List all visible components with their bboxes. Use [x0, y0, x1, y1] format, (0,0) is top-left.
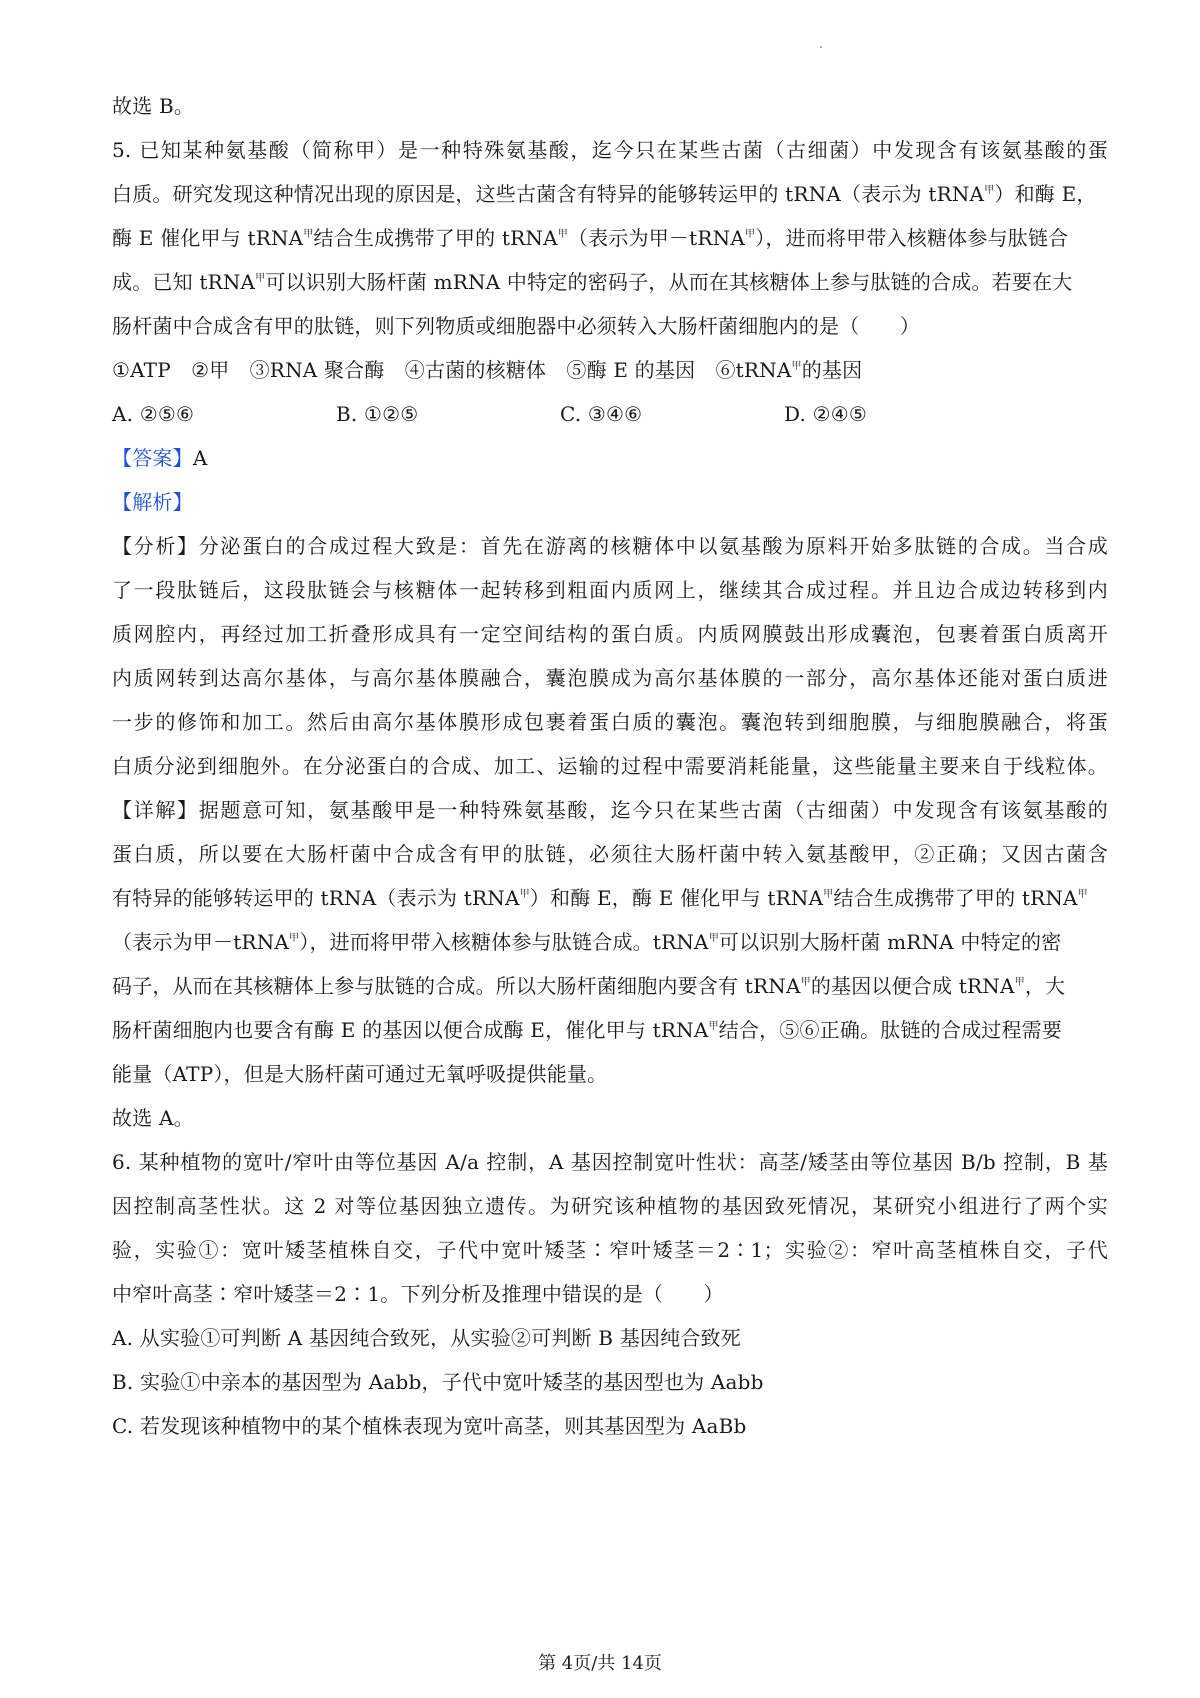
- question-6-option-b: B. 实验①中亲本的基因型为 Aabb，子代中宽叶矮茎的基因型也为 Aabb: [112, 1370, 764, 1394]
- detail-line: 蛋白质，所以要在大肠杆菌中合成含有甲的肽链，必须往大肠杆菌中转入氨基酸甲，②正确；又因古菌含: [112, 842, 1108, 866]
- page-footer: 第 4页/共 14页: [538, 1653, 662, 1674]
- answer-value: A: [192, 446, 208, 470]
- detail-line: 有特异的能够转运甲的 tRNA（表示为 tRNA$^甲$）和酶 E，酶 E 催化甲与 tRNA$^甲$结合生成携带了甲的 tRNA$^甲$: [112, 886, 1088, 910]
- question-6-line: 中窄叶高茎∶窄叶矮茎＝2∶1。下列分析及推理中错误的是（ ）: [112, 1282, 724, 1306]
- analysis-line: 了一段肽链后，这段肽链会与核糖体一起转移到粗面内质网上，继续其合成过程。并且边合成边转移到内: [112, 578, 1108, 602]
- question-5-options: [112, 400, 1108, 428]
- question-6-option-a: A. 从实验①可判断 A 基因纯合致死，从实验②可判断 B 基因纯合致死: [112, 1326, 741, 1350]
- analysis-line: 白质分泌到细胞外。在分泌蛋白的合成、加工、运输的过程中需要消耗能量，这些能量主要来自于线粒体。: [112, 754, 1108, 778]
- option-a: A. ②⑤⑥: [112, 402, 195, 426]
- question-5-line: 肠杆菌中合成含有甲的肽链，则下列物质或细胞器中必须转入大肠杆菌细胞内的是（ ）: [112, 314, 920, 338]
- detail-line: （表示为甲－tRNA$^甲$），进而将甲带入核糖体参与肽链合成。tRNA$^甲$可以识别大肠杆菌 mRNA 中特定的密: [112, 930, 1062, 954]
- option-d: D. ②④⑤: [784, 402, 868, 426]
- question-5-line: 成。已知 tRNA$^甲$可以识别大肠杆菌 mRNA 中特定的密码子，从而在其核糖体上参与肽链的合成。若要在大: [112, 270, 1073, 294]
- analysis-line: 内质网转到达高尔基体，与高尔基体膜融合，囊泡膜成为高尔基体膜的一部分，高尔基体还能对蛋白质进: [112, 666, 1108, 690]
- detail-line: 肠杆菌细胞内也要含有酶 E 的基因以便合成酶 E，催化甲与 tRNA$^甲$结合，⑤⑥正确。肽链的合成过程需要: [112, 1018, 1063, 1042]
- question-6-option-c: C. 若发现该种植物中的某个植株表现为宽叶高茎，则其基因型为 AaBb: [112, 1414, 747, 1438]
- scan-dot: [820, 46, 822, 48]
- analysis-heading: 【解析】: [112, 490, 193, 514]
- text-line: 故选 A。: [112, 1106, 194, 1130]
- detail-line: 能量（ATP），但是大肠杆菌可通过无氧呼吸提供能量。: [112, 1062, 608, 1086]
- option-b: B. ①②⑤: [336, 402, 419, 426]
- question-5-line: 5. 已知某种氨基酸（简称甲）是一种特殊氨基酸，迄今只在某些古菌（古细菌）中发现含有该氨基酸的蛋: [112, 138, 1108, 162]
- question-5-line: 白质。研究发现这种情况出现的原因是，这些古菌含有特异的能够转运甲的 tRNA（表示为 tRNA$^甲$）和酶 E，: [112, 182, 1097, 206]
- option-c: C. ③④⑥: [560, 402, 643, 426]
- answer-line: [112, 444, 1108, 472]
- question-6-line: 6. 某种植物的宽叶/窄叶由等位基因 A/a 控制，A 基因控制宽叶性状：高茎/矮茎由等位基因 B/b 控制，B 基: [112, 1150, 1108, 1174]
- detail-line: 【详解】据题意可知，氨基酸甲是一种特殊氨基酸，迄今只在某些古菌（古细菌）中发现含有该氨基酸的: [112, 798, 1108, 822]
- question-6-line: 验，实验①：宽叶矮茎植株自交，子代中宽叶矮茎∶窄叶矮茎＝2∶1；实验②：窄叶高茎植株自交，子代: [112, 1238, 1108, 1262]
- answer-tag: 【答案】: [112, 446, 193, 470]
- analysis-line: 一步的修饰和加工。然后由高尔基体膜形成包裹着蛋白质的囊泡。囊泡转到细胞膜，与细胞膜融合，将蛋: [112, 710, 1108, 734]
- text-line: 故选 B。: [112, 94, 195, 118]
- analysis-line: 【分析】分泌蛋白的合成过程大致是：首先在游离的核糖体中以氨基酸为原料开始多肽链的合成。当合成: [112, 534, 1108, 558]
- detail-line: 码子，从而在其核糖体上参与肽链的合成。所以大肠杆菌细胞内要含有 tRNA$^甲$的基因以便合成 tRNA$^甲$，大: [112, 974, 1066, 998]
- question-6-line: 因控制高茎性状。这 2 对等位基因独立遗传。为研究该种植物的基因致死情况，某研究小组进行了两个实: [112, 1194, 1108, 1218]
- question-5-items: ①ATP ②甲 ③RNA 聚合酶 ④古菌的核糖体 ⑤酶 E 的基因 ⑥tRNA$^甲$的基因: [112, 358, 863, 382]
- analysis-line: 质网腔内，再经过加工折叠形成具有一定空间结构的蛋白质。内质网膜鼓出形成囊泡，包裹着蛋白质离开: [112, 622, 1108, 646]
- question-5-line: 酶 E 催化甲与 tRNA$^甲$结合生成携带了甲的 tRNA$^甲$（表示为甲－tRNA$^甲$），进而将甲带入核糖体参与肽链合: [112, 226, 1069, 250]
